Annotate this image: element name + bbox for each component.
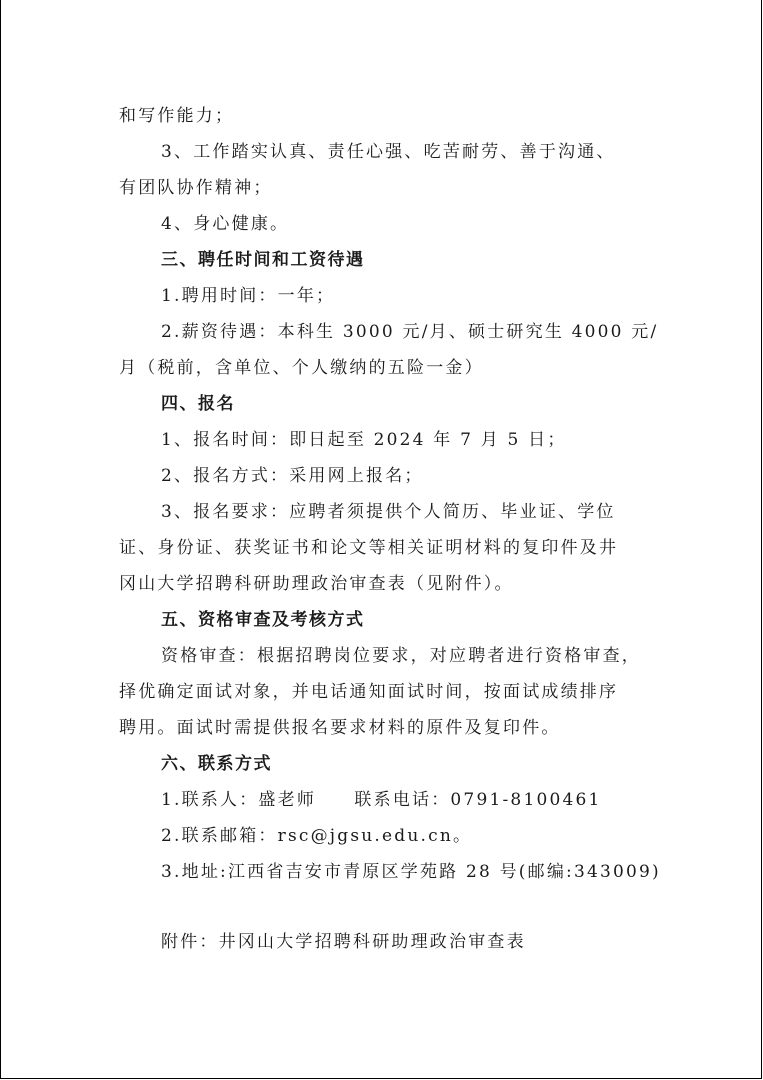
section-heading-6: 六、联系方式 xyxy=(161,754,272,774)
salary: 2.薪资待遇：本科生 3000 元/月、硕士研究生 4000 元/ xyxy=(161,322,659,342)
section-heading-5: 五、资格审查及考核方式 xyxy=(161,610,365,630)
registration-method: 2、报名方式：采用网上报名； xyxy=(161,466,424,486)
employment-period: 1.聘用时间：一年； xyxy=(161,286,336,306)
list-item-3: 3、工作踏实认真、责任心强、吃苦耐劳、善于沟通、 xyxy=(161,142,616,162)
section-heading-3: 三、聘任时间和工资待遇 xyxy=(161,250,365,270)
contact-email: 2.联系邮箱：rsc@jgsu.edu.cn。 xyxy=(161,826,473,846)
body-line: 有团队协作精神； xyxy=(119,178,273,198)
body-line: 证、身份证、获奖证书和论文等相关证明材料的复印件及井 xyxy=(119,538,619,558)
registration-requirements: 3、报名要求：应聘者须提供个人简历、毕业证、学位 xyxy=(161,502,616,522)
contact-person: 1.联系人：盛老师 联系电话：0791-8100461 xyxy=(161,790,602,810)
body-line: 和写作能力； xyxy=(119,106,235,126)
registration-time: 1、报名时间：即日起至 2024 年 7 月 5 日； xyxy=(161,430,567,450)
contact-address: 3.地址:江西省吉安市青原区学苑路 28 号(邮编:343009) xyxy=(161,862,661,882)
attachment-note: 附件：井冈山大学招聘科研助理政治审查表 xyxy=(161,932,526,952)
section-heading-4: 四、报名 xyxy=(161,394,235,414)
body-line: 冈山大学招聘科研助理政治审查表（见附件）。 xyxy=(119,574,514,594)
list-item-4: 4、身心健康。 xyxy=(161,214,290,234)
body-line: 择优确定面试对象，并电话通知面试时间，按面试成绩排序 xyxy=(119,682,619,702)
body-line: 月（税前，含单位、个人缴纳的五险一金） xyxy=(119,358,484,378)
qualification-review: 资格审查：根据招聘岗位要求，对应聘者进行资格审查， xyxy=(161,646,641,666)
body-line: 聘用。面试时需提供报名要求材料的原件及复印件。 xyxy=(119,718,561,738)
